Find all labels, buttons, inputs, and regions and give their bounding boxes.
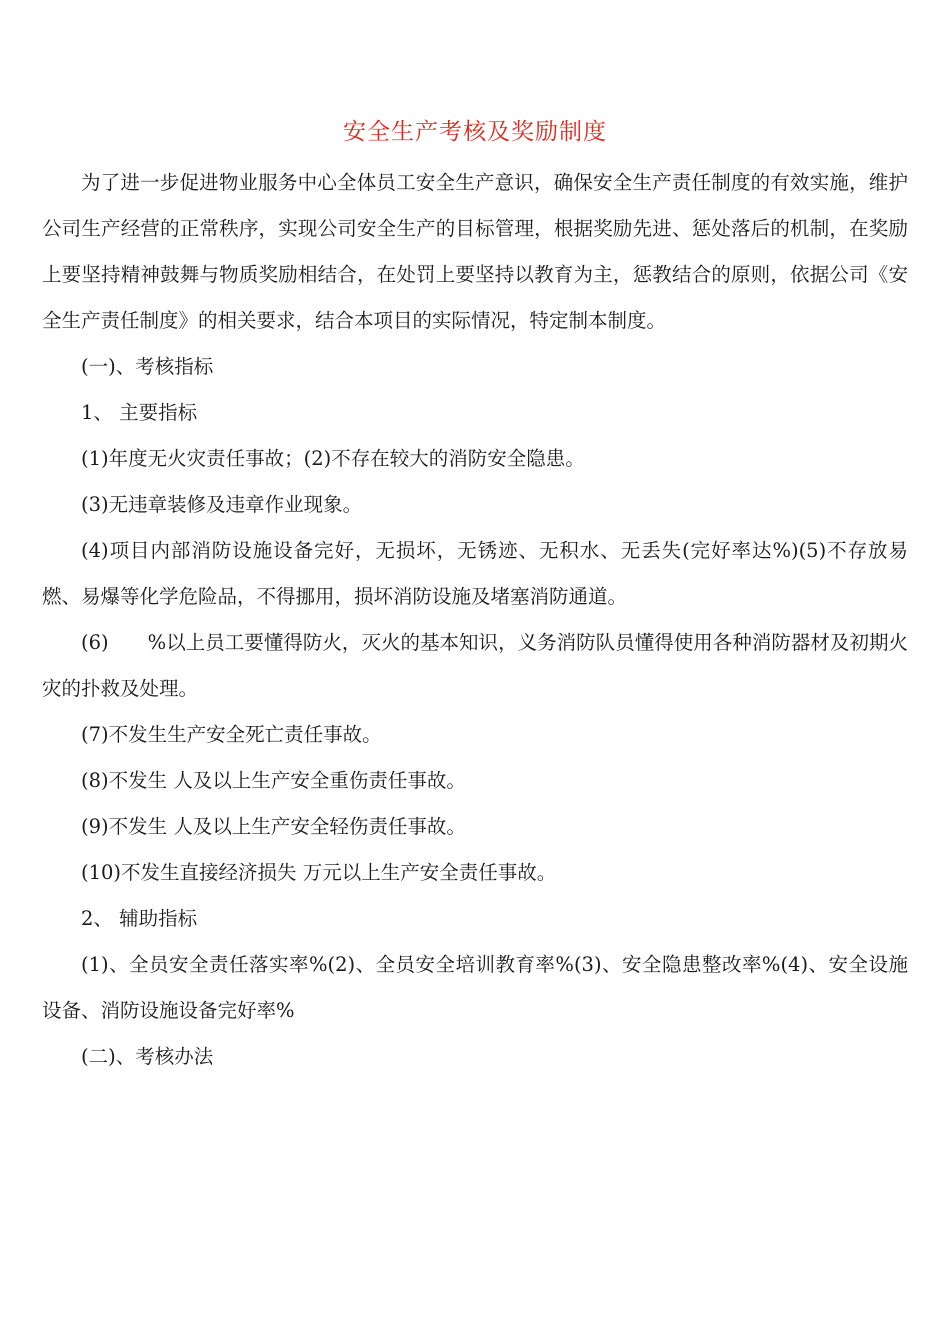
section-heading-assessment-methods: (二)、考核办法 bbox=[81, 1045, 214, 1068]
list-item: (6) %以上员工要懂得防火，灭火的基本知识，义务消防队员懂得使用各种消防器材及初期火灾的扑救及处理。 bbox=[42, 631, 908, 700]
list-item: (1)、全员安全责任落实率%(2)、全员安全培训教育率%(3)、安全隐患整改率%(4)、安全设施设备、消防设施设备完好率% bbox=[42, 953, 908, 1022]
list-item: (3)无违章装修及违章作业现象。 bbox=[81, 493, 363, 516]
document-title: 安全生产考核及奖励制度 bbox=[343, 119, 607, 145]
list-item: (9)不发生 人及以上生产安全轻伤责任事故。 bbox=[81, 815, 466, 838]
subsection-heading-auxiliary-indicators: 2、 辅助指标 bbox=[81, 907, 198, 930]
document-page bbox=[42, 112, 908, 1080]
list-item: (4)项目内部消防设施设备完好，无损坏，无锈迹、无积水、无丢失(完好率达%)(5)不存放易燃、易爆等化学危险品，不得挪用，损坏消防设施及堵塞消防通道。 bbox=[42, 539, 908, 608]
intro-paragraph: 为了进一步促进物业服务中心全体员工安全生产意识，确保安全生产责任制度的有效实施，维护公司生产经营的正常秩序，实现公司安全生产的目标管理，根据奖励先进、惩处落后的机制，在奖励上要坚持精神鼓舞与物质奖励相结合，在处罚上要坚持以教育为主，惩教结合的原则，依据公司《安全生产责任制度》的相关要求，结合本项目的实际情况，特定制本制度。 bbox=[42, 171, 908, 332]
list-item: (10)不发生直接经济损失 万元以上生产安全责任事故。 bbox=[81, 861, 557, 884]
list-item: (7)不发生生产安全死亡责任事故。 bbox=[81, 723, 382, 746]
list-item: (1)年度无火灾责任事故；(2)不存在较大的消防安全隐患。 bbox=[81, 447, 585, 470]
list-item: (8)不发生 人及以上生产安全重伤责任事故。 bbox=[81, 769, 466, 792]
section-heading-assessment-indicators: (一)、考核指标 bbox=[81, 355, 214, 378]
subsection-heading-main-indicators: 1、 主要指标 bbox=[81, 401, 198, 424]
